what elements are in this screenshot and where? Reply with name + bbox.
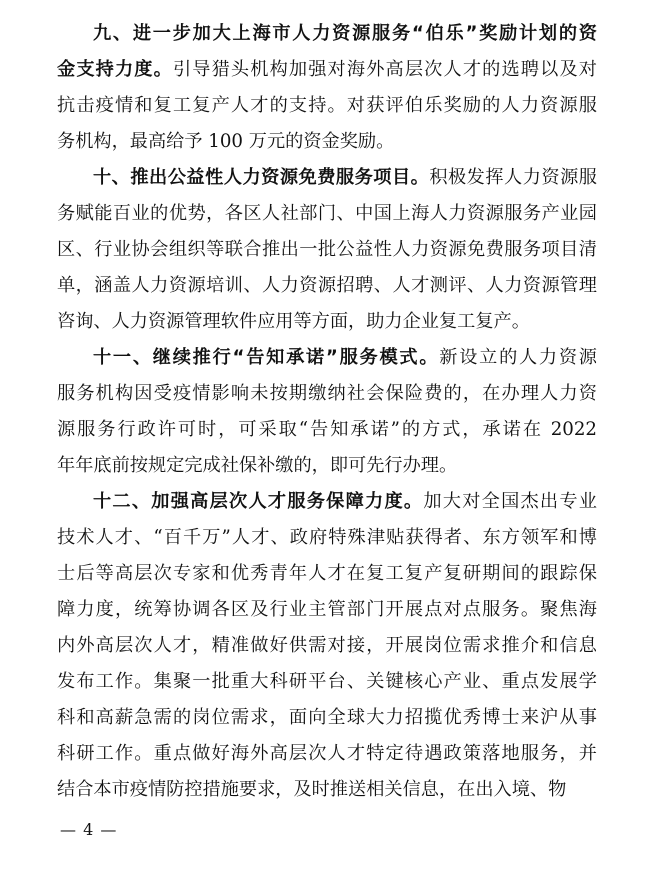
paragraph-line	[57, 304, 597, 340]
paragraph-text: 源服务行政许可时，可采取“告知承诺”的方式，承诺在 2022	[57, 419, 597, 440]
page-number: — 4 —	[60, 820, 118, 839]
paragraph-text: 积极发挥人力资源服	[429, 167, 597, 188]
paragraph-heading: 九、进一步加大上海市人力资源服务“伯乐”奖励计划的资	[93, 23, 597, 44]
paragraph-text: 科和高薪急需的岗位需求，面向全球大力招揽优秀博士来沪从事	[57, 707, 597, 728]
paragraph-line	[57, 340, 597, 376]
paragraph-text: 发布工作。集聚一批重大科研平台、关键核心产业、重点发展学	[57, 671, 597, 692]
paragraph-line	[57, 232, 597, 268]
paragraph-text: 单，涵盖人力资源培训、人力资源招聘、人才测评、人力资源管理	[57, 275, 597, 296]
paragraph-line	[57, 628, 597, 664]
paragraph-line	[57, 160, 597, 196]
paragraph-line	[57, 736, 597, 772]
paragraph-line	[57, 664, 597, 700]
paragraph-text: 技术人才、“百千万”人才、政府特殊津贴获得者、东方领军和博	[57, 527, 597, 548]
paragraph-text: 加大对全国杰出专业	[423, 491, 597, 512]
paragraph-text: 新设立的人力资源	[439, 347, 597, 368]
paragraph-line	[57, 16, 597, 52]
paragraph-text: 引导猎头机构加强对海外高层次人才的选聘以及对	[172, 59, 597, 80]
paragraph-line	[57, 772, 597, 808]
paragraph-text: 抗击疫情和复工复产人才的支持。对获评伯乐奖励的人力资源服	[57, 95, 597, 116]
paragraph-heading: 十二、加强高层次人才服务保障力度。	[93, 491, 424, 512]
paragraph-line	[57, 124, 597, 160]
paragraph-line	[57, 376, 597, 412]
paragraph-text: 障力度，统筹协调各区及行业主管部门开展点对点服务。聚焦海	[57, 599, 597, 620]
paragraph-text: 年年底前按规定完成社保补缴的，即可先行办理。	[57, 455, 458, 476]
paragraph-line	[57, 556, 597, 592]
paragraph-line	[57, 88, 597, 124]
paragraph-line	[57, 412, 597, 448]
paragraph-line	[57, 448, 597, 484]
document-body	[57, 16, 597, 808]
paragraph-text: 务赋能百业的优势，各区人社部门、中国上海人力资源服务产业园	[57, 203, 597, 224]
paragraph-text: 务机构，最高给予 100 万元的资金奖励。	[57, 131, 395, 152]
paragraph-line	[57, 196, 597, 232]
paragraph-line	[57, 520, 597, 556]
paragraph-text: 内外高层次人才，精准做好供需对接，开展岗位需求推介和信息	[57, 635, 597, 656]
paragraph-text: 区、行业协会组织等联合推出一批公益性人力资源免费服务项目清	[57, 239, 597, 260]
paragraph-text: 结合本市疫情防控措施要求，及时推送相关信息，在出入境、物	[57, 779, 567, 800]
paragraph-line	[57, 592, 597, 628]
paragraph-line	[57, 268, 597, 304]
paragraph-heading: 十、推出公益性人力资源免费服务项目。	[93, 167, 430, 188]
paragraph-text: 科研工作。重点做好海外高层次人才特定待遇政策落地服务，并	[57, 743, 597, 764]
paragraph-text: 服务机构因受疫情影响未按期缴纳社会保险费的，在办理人力资	[57, 383, 597, 404]
paragraph-text: 咨询、人力资源管理软件应用等方面，助力企业复工复产。	[57, 311, 530, 332]
paragraph-heading: 十一、继续推行“告知承诺”服务模式。	[93, 347, 440, 368]
paragraph-line	[57, 700, 597, 736]
paragraph-heading: 金支持力度。	[57, 59, 173, 80]
paragraph-text: 士后等高层次专家和优秀青年人才在复工复产复研期间的跟踪保	[57, 563, 597, 584]
paragraph-line	[57, 484, 597, 520]
paragraph-line	[57, 52, 597, 88]
